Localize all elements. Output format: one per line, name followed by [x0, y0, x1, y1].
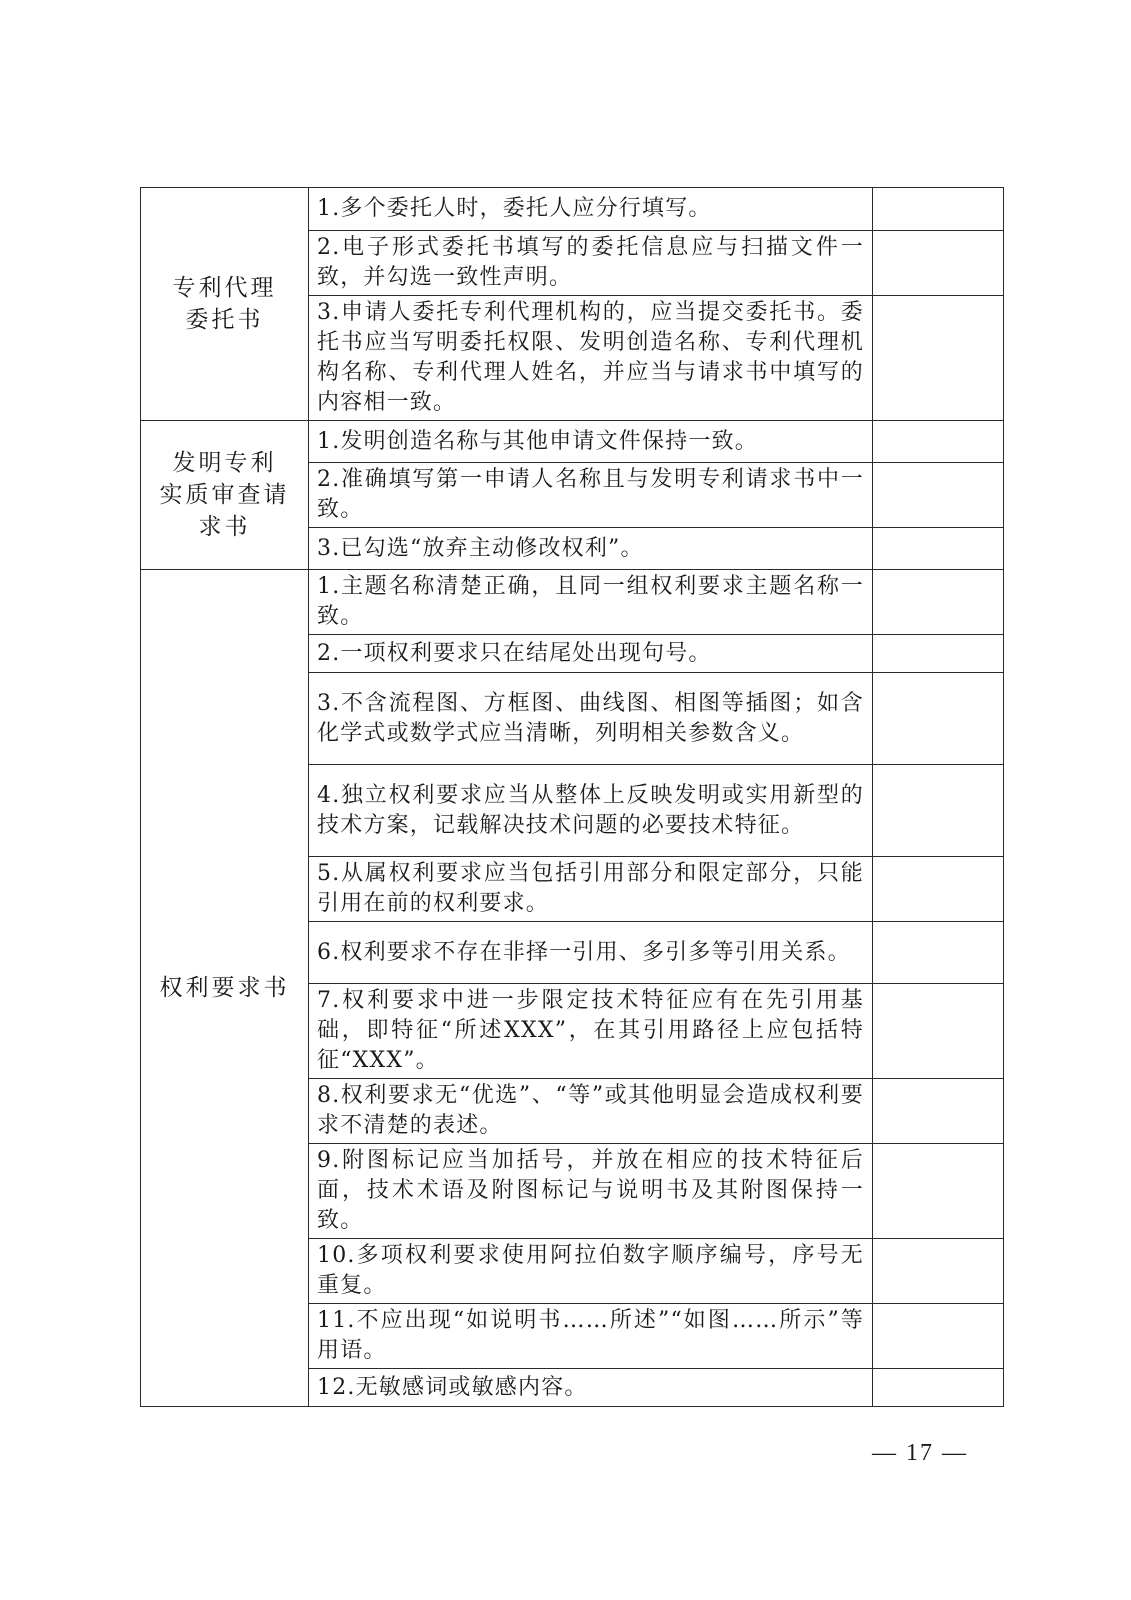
table-row [141, 188, 1004, 231]
check-cell [873, 1304, 1004, 1369]
check-cell [873, 231, 1004, 296]
category-label: 权利要求书 [159, 975, 290, 1001]
requirement-cell: 2.电子形式委托书填写的委托信息应与扫描文件一致，并勾选一致性声明。 [309, 231, 873, 296]
check-cell [873, 984, 1004, 1079]
check-cell [873, 421, 1004, 463]
requirement-cell: 12.无敏感词或敏感内容。 [309, 1369, 873, 1407]
category-label: 专利代理 委托书 [172, 275, 277, 333]
page-number: — 17 — [872, 1440, 968, 1466]
requirement-cell: 7.权利要求中进一步限定技术特征应有在先引用基础，即特征“所述XXX”，在其引用路径上应包括特征“XXX”。 [309, 984, 873, 1079]
category-label: 发明专利 实质审查请 求书 [159, 450, 290, 540]
requirement-cell: 1.发明创造名称与其他申请文件保持一致。 [309, 421, 873, 463]
category-cell [141, 188, 309, 421]
check-cell [873, 765, 1004, 857]
check-cell [873, 1369, 1004, 1407]
checklist-table [140, 187, 1004, 1407]
category-cell [141, 421, 309, 570]
check-cell [873, 1239, 1004, 1304]
check-cell [873, 1079, 1004, 1144]
category-cell [141, 570, 309, 1407]
check-cell [873, 570, 1004, 635]
requirement-cell: 9.附图标记应当加括号，并放在相应的技术特征后面，技术术语及附图标记与说明书及其附图保持一致。 [309, 1144, 873, 1239]
table-row [141, 570, 1004, 635]
check-cell [873, 635, 1004, 673]
requirement-cell: 5.从属权利要求应当包括引用部分和限定部分，只能引用在前的权利要求。 [309, 857, 873, 922]
check-cell [873, 528, 1004, 570]
check-cell [873, 1144, 1004, 1239]
requirement-cell: 3.申请人委托专利代理机构的，应当提交委托书。委托书应当写明委托权限、发明创造名称、专利代理机构名称、专利代理人姓名，并应当与请求书中填写的内容相一致。 [309, 296, 873, 421]
check-cell [873, 673, 1004, 765]
check-cell [873, 188, 1004, 231]
requirement-cell: 3.已勾选“放弃主动修改权利”。 [309, 528, 873, 570]
requirement-cell: 2.一项权利要求只在结尾处出现句号。 [309, 635, 873, 673]
requirement-cell: 4.独立权利要求应当从整体上反映发明或实用新型的技术方案，记载解决技术问题的必要技术特征。 [309, 765, 873, 857]
requirement-cell: 1.多个委托人时，委托人应分行填写。 [309, 188, 873, 231]
requirement-cell: 6.权利要求不存在非择一引用、多引多等引用关系。 [309, 922, 873, 984]
requirement-cell: 8.权利要求无“优选”、“等”或其他明显会造成权利要求不清楚的表述。 [309, 1079, 873, 1144]
check-cell [873, 922, 1004, 984]
requirement-cell: 3.不含流程图、方框图、曲线图、相图等插图；如含化学式或数学式应当清晰，列明相关参数含义。 [309, 673, 873, 765]
requirement-cell: 1.主题名称清楚正确，且同一组权利要求主题名称一致。 [309, 570, 873, 635]
check-cell [873, 857, 1004, 922]
requirement-cell: 10.多项权利要求使用阿拉伯数字顺序编号，序号无重复。 [309, 1239, 873, 1304]
check-cell [873, 296, 1004, 421]
check-cell [873, 463, 1004, 528]
requirement-cell: 2.准确填写第一申请人名称且与发明专利请求书中一致。 [309, 463, 873, 528]
requirement-cell: 11.不应出现“如说明书……所述”“如图……所示”等用语。 [309, 1304, 873, 1369]
table-row [141, 421, 1004, 463]
